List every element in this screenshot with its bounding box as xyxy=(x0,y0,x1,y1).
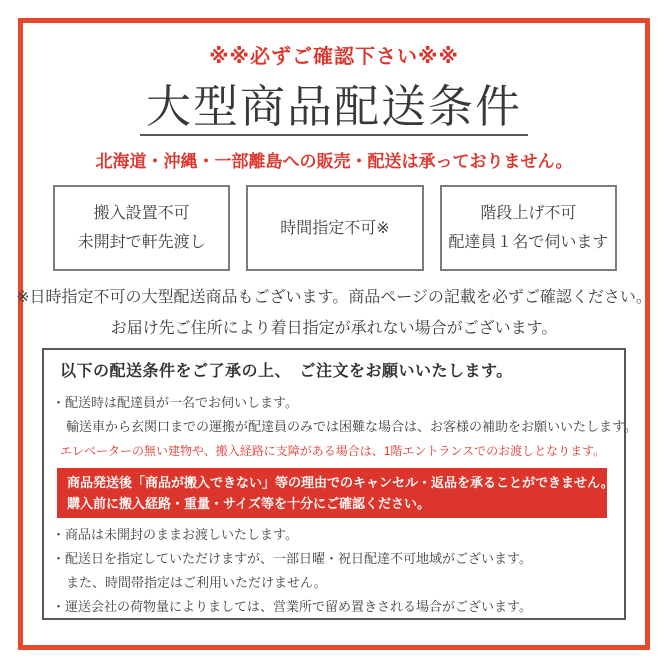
date-note-line2: お届け先ご住所により着日指定が承れない場合がございます。 xyxy=(110,320,558,337)
page-title: 大型商品配送条件 xyxy=(145,81,522,132)
condition-line: 階段上げ不可 xyxy=(480,205,577,222)
cancel-alert-line1: 商品発送後「商品が搬入できない」等の理由でのキャンセル・返品を承ることができません。 xyxy=(67,475,614,490)
date-note xyxy=(0,282,668,344)
condition-line: 配達員１名で伺います xyxy=(448,234,609,251)
terms-item-delivery-date: ・配送日を指定していただけますが、一部日曜・祝日配達不可地域がございます。 xyxy=(52,551,532,566)
condition-line: 未開封で軒先渡し xyxy=(77,234,206,251)
condition-box-carry-in xyxy=(53,185,230,271)
date-note-line1: ※日時指定不可の大型配送商品もございます。商品ページの記載を必ずご確認ください。 xyxy=(16,289,652,306)
terms-item-elevator-warning: エレベーターの無い建物や、搬入経路に支障がある場合は、1階エントランスでのお渡しとなります。 xyxy=(60,444,606,458)
condition-box-time xyxy=(246,185,423,271)
condition-line: 搬入設置不可 xyxy=(93,205,190,222)
condition-boxes xyxy=(53,185,617,271)
title-underline xyxy=(140,134,528,136)
terms-item-carrier-hold: ・運送会社の荷物量によりましては、営業所で留め置きされる場合がございます。 xyxy=(52,599,532,614)
attention-header: ※※必ずご確認下さい※※ xyxy=(209,46,459,68)
terms-heading: 以下の配送条件をご了承の上、 ご注文をお願いいたします。 xyxy=(60,363,513,380)
terms-item-unopened: ・商品は未開封のままお渡しいたします。 xyxy=(52,527,298,542)
terms-item-delivery-date-sub: また、時間帯指定はご利用いただけません。 xyxy=(66,575,327,590)
region-restriction-text: 北海道・沖縄・一部離島への販売・配送は承っておりません。 xyxy=(95,152,573,171)
condition-box-stairs xyxy=(440,185,617,271)
terms-box xyxy=(42,348,637,620)
cancel-alert-line2: 購入前に搬入経路・重量・サイズ等を十分にご確認ください。 xyxy=(67,496,430,511)
condition-line: 時間指定不可※ xyxy=(280,219,390,237)
terms-item-delivery-staff-sub: 輸送車から玄関口までの運搬が配達員のみでは困難な場合は、お客様の補助をお願いいたします。 xyxy=(66,419,637,434)
terms-item-delivery-staff: ・配送時は配達員が一名でお伺いします。 xyxy=(52,395,298,410)
cancel-alert xyxy=(57,468,614,518)
